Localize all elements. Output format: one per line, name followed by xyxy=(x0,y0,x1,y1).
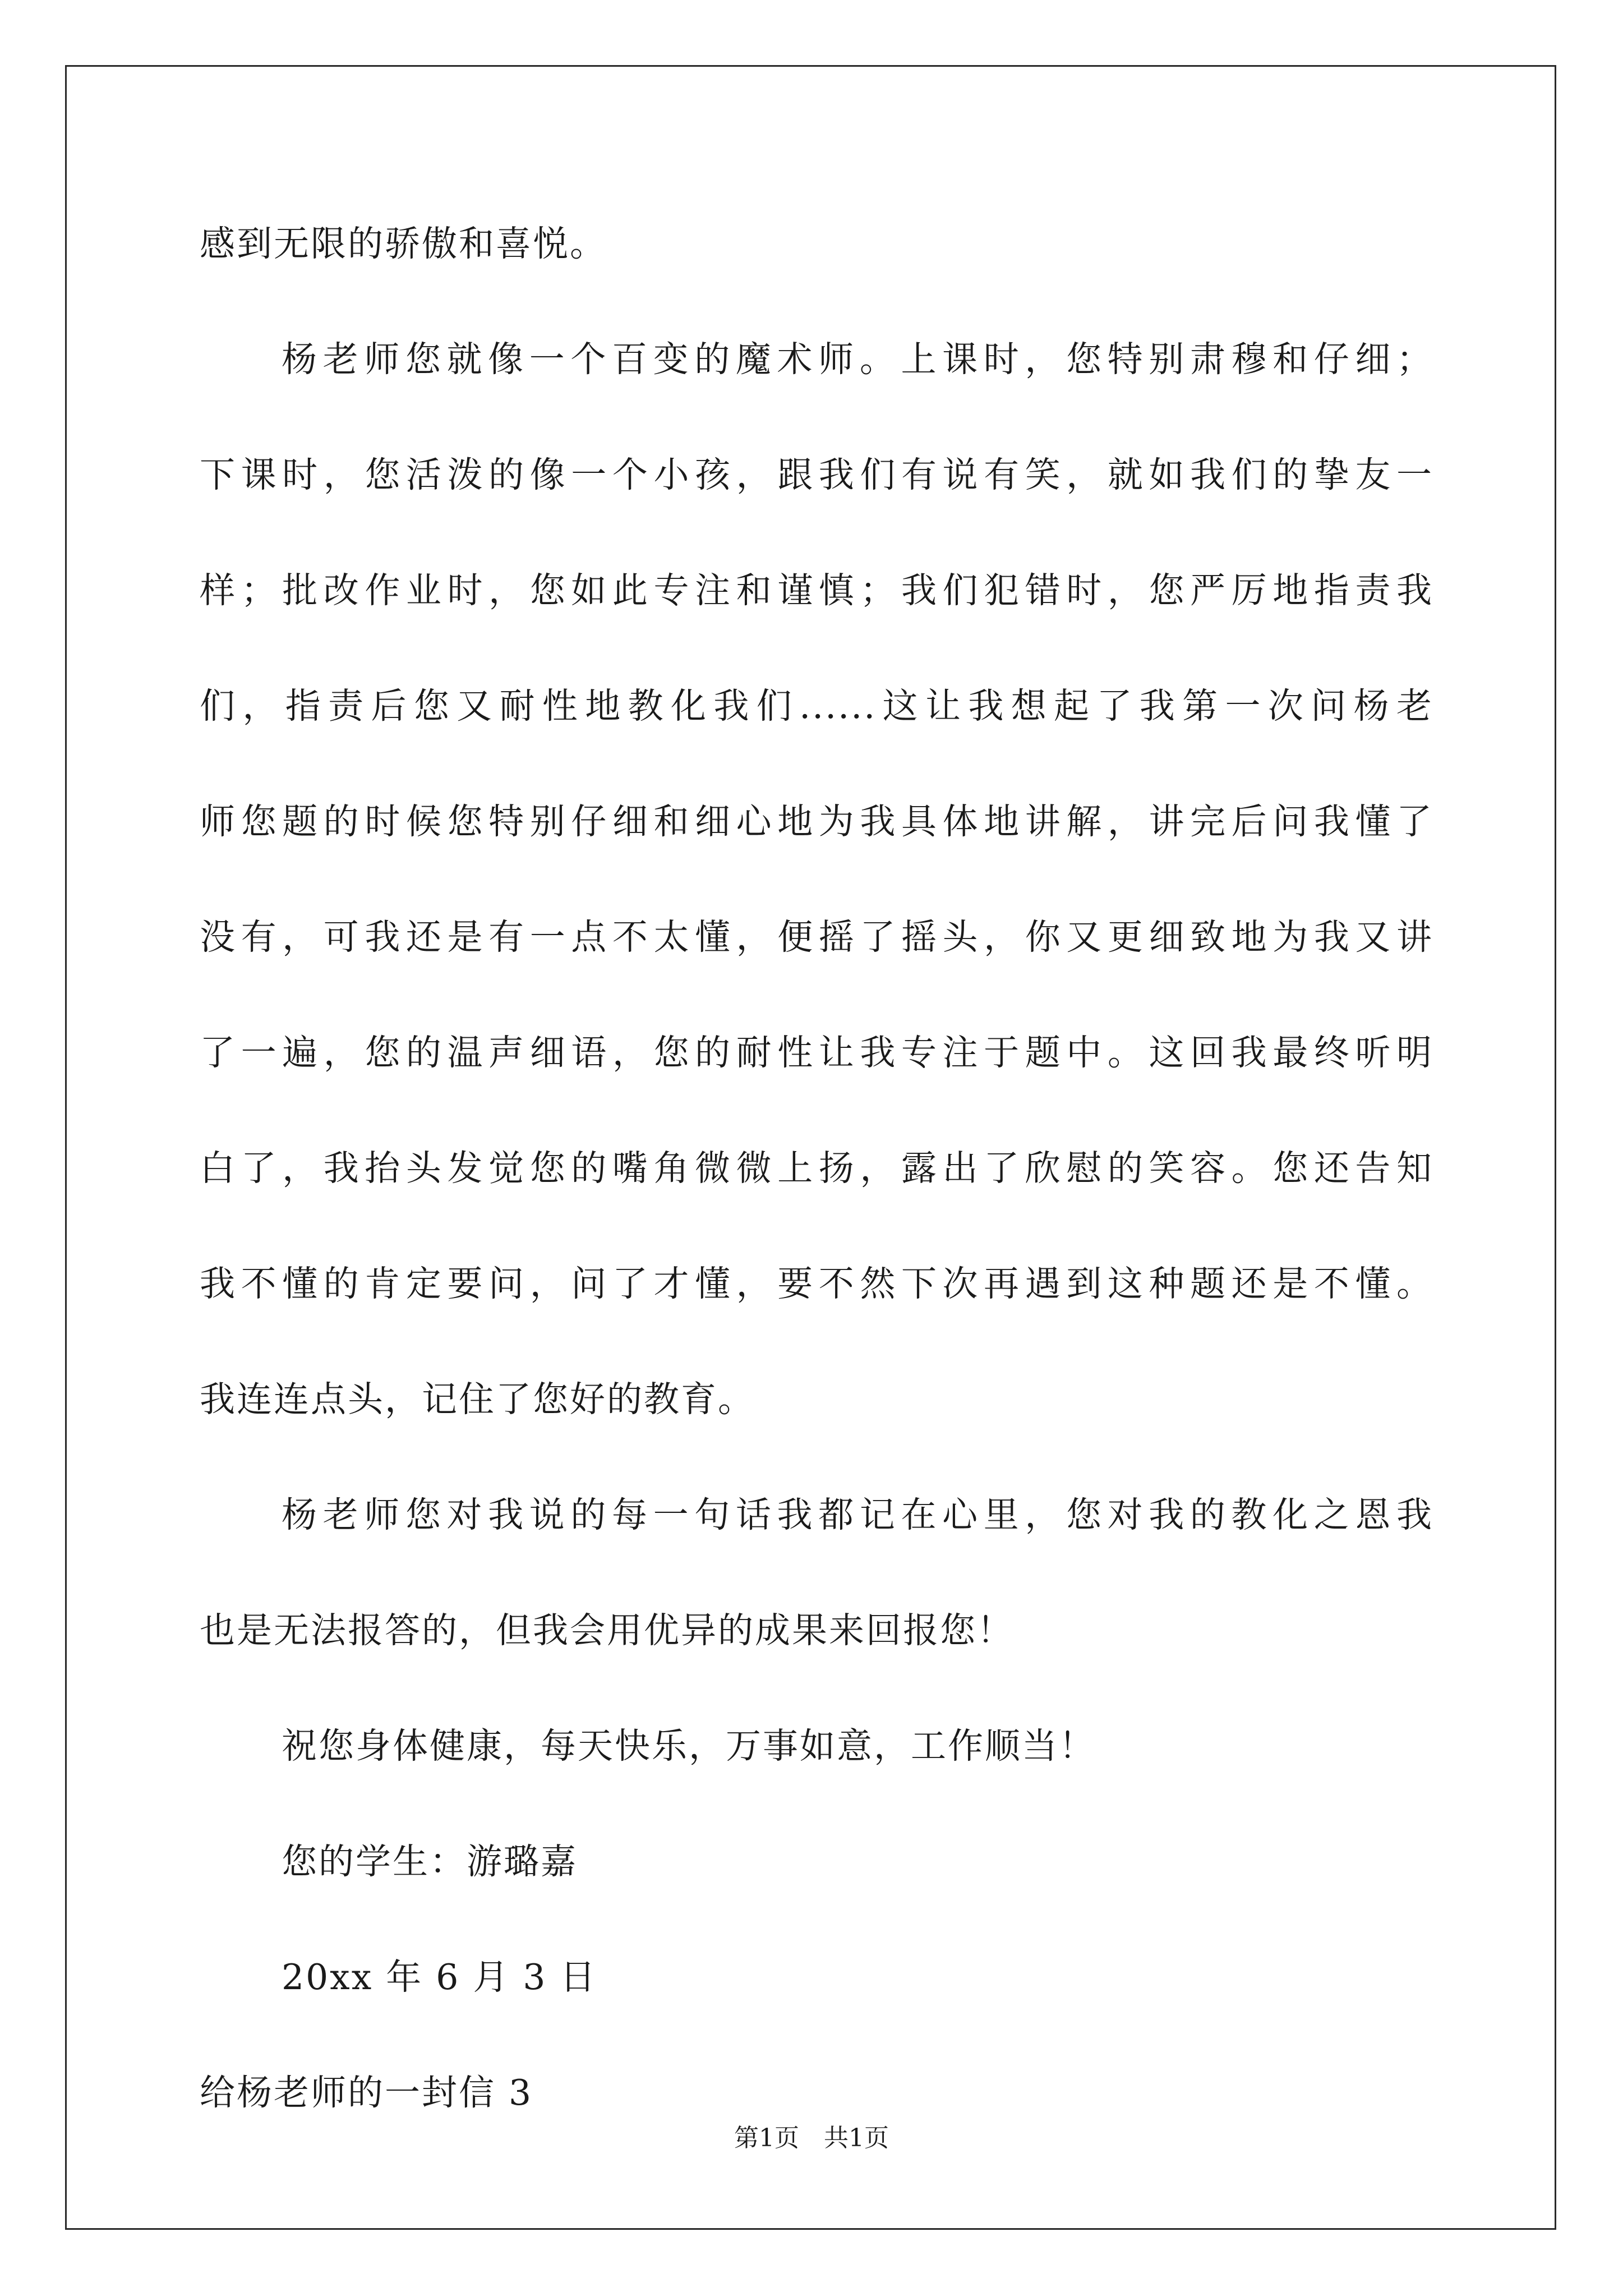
next-letter-heading: 给杨老师的一封信 3 xyxy=(200,2072,533,2113)
body-line-2: 杨老师您就像一个百变的魔术师。上课时，您特别肃穆和仔细； xyxy=(282,339,1433,380)
body-line-5: 们，指责后您又耐性地教化我们......这让我想起了我第一次问杨老 xyxy=(200,685,1433,726)
body-line-8: 了一遍，您的温声细语，您的耐性让我专注于题中。这回我最终听明 xyxy=(200,1032,1433,1073)
letter-date: 20xx 年 6 月 3 日 xyxy=(282,1957,597,1998)
body-line-11: 我连连点头，记住了您好的教育。 xyxy=(200,1379,755,1420)
body-line-3: 下课时，您活泼的像一个小孩，跟我们有说有笑，就如我们的挚友一 xyxy=(200,454,1433,495)
body-line-6: 师您题的时候您特别仔细和细心地为我具体地讲解，讲完后问我懂了 xyxy=(200,801,1433,842)
letter-body xyxy=(200,208,1433,2172)
body-line-7: 没有，可我还是有一点不太懂，便摇了摇头，你又更细致地为我又讲 xyxy=(200,917,1433,958)
body-line-4: 样；批改作业时，您如此专注和谨慎；我们犯错时，您严厉地指责我 xyxy=(200,570,1433,611)
body-line-13: 也是无法报答的，但我会用优异的成果来回报您！ xyxy=(200,1610,1014,1651)
body-line-1: 感到无限的骄傲和喜悦。 xyxy=(200,223,607,264)
body-line-9: 白了，我抬头发觉您的嘴角微微上扬，露出了欣慰的笑容。您还告知 xyxy=(200,1148,1433,1189)
signature: 您的学生：游璐嘉 xyxy=(282,1841,578,1882)
body-line-10: 我不懂的肯定要问，问了才懂，要不然下次再遇到这种题还是不懂。 xyxy=(200,1263,1433,1304)
body-line-12: 杨老师您对我说的每一句话我都记在心里，您对我的教化之恩我 xyxy=(282,1494,1433,1535)
closing-wishes: 祝您身体健康，每天快乐，万事如意，工作顺当！ xyxy=(282,1726,1096,1766)
page-footer: 第1页 共1页 xyxy=(734,2124,889,2152)
